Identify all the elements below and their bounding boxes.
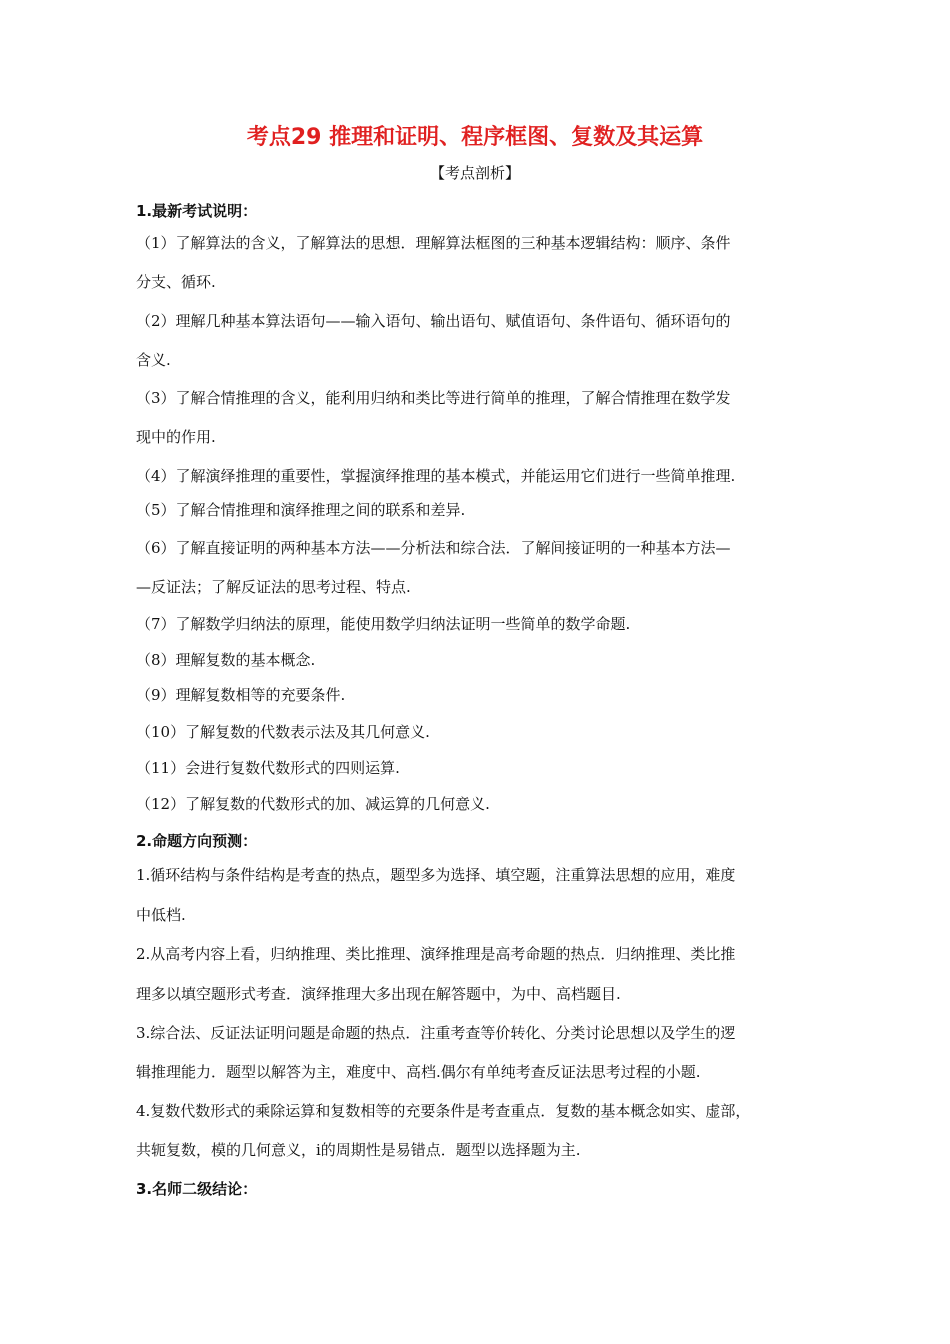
section-3-heading: 3.名师二级结论： xyxy=(136,1180,258,1198)
section-1-line: （3）了解合情推理的含义，能利用归纳和类比等进行简单的推理，了解合情推理在数学发 xyxy=(136,389,731,407)
section-2-line: 理多以填空题形式考查．演绎推理大多出现在解答题中，为中、高档题目. xyxy=(136,985,621,1003)
section-2-line: 4.复数代数形式的乘除运算和复数相等的充要条件是考查重点．复数的基本概念如实、虚部， xyxy=(136,1102,751,1120)
section-1-line: （6）了解直接证明的两种基本方法——分析法和综合法．了解间接证明的一种基本方法— xyxy=(136,539,731,557)
section-2-heading: 2.命题方向预测： xyxy=(136,832,258,850)
section-1-line: 现中的作用. xyxy=(136,428,216,446)
section-1-line: （2）理解几种基本算法语句——输入语句、输出语句、赋值语句、条件语句、循环语句的 xyxy=(136,312,731,330)
section-1-line: （10）了解复数的代数表示法及其几何意义. xyxy=(136,723,430,741)
page-title: 考点29 推理和证明、程序框图、复数及其运算 xyxy=(246,125,704,150)
page-subtitle: 【考点剖析】 xyxy=(429,164,520,182)
section-1-line: （4）了解演绎推理的重要性，掌握演绎推理的基本模式，并能运用它们进行一些简单推理. xyxy=(136,467,736,485)
section-1-line: —反证法；了解反证法的思考过程、特点. xyxy=(136,578,411,596)
section-1-line: （12）了解复数的代数形式的加、减运算的几何意义. xyxy=(136,795,490,813)
section-2-line: 中低档. xyxy=(136,906,186,924)
section-1-line: （7）了解数学归纳法的原理，能使用数学归纳法证明一些简单的数学命题. xyxy=(136,615,631,633)
section-2-line: 共轭复数，模的几何意义，i的周期性是易错点．题型以选择题为主. xyxy=(136,1141,581,1159)
section-1-line: （9）理解复数相等的充要条件. xyxy=(136,686,346,704)
section-1-line: （11）会进行复数代数形式的四则运算. xyxy=(136,759,400,777)
section-1-line: （1）了解算法的含义，了解算法的思想．理解算法框图的三种基本逻辑结构：顺序、条件 xyxy=(136,234,731,252)
section-2-line: 1.循环结构与条件结构是考查的热点，题型多为选择、填空题，注重算法思想的应用，难度 xyxy=(136,866,736,884)
section-2-line: 3.综合法、反证法证明问题是命题的热点．注重考查等价转化、分类讨论思想以及学生的逻 xyxy=(136,1024,736,1042)
section-1-line: （5）了解合情推理和演绎推理之间的联系和差异. xyxy=(136,501,466,519)
section-1-line: （8）理解复数的基本概念. xyxy=(136,651,316,669)
section-1-heading: 1.最新考试说明： xyxy=(136,202,258,220)
section-1-line: 含义. xyxy=(136,351,171,369)
section-2-line: 2.从高考内容上看，归纳推理、类比推理、演绎推理是高考命题的热点．归纳推理、类比推 xyxy=(136,945,736,963)
section-1-line: 分支、循环. xyxy=(136,273,216,291)
section-2-line: 辑推理能力．题型以解答为主，难度中、高档.偶尔有单纯考查反证法思考过程的小题. xyxy=(136,1063,701,1081)
